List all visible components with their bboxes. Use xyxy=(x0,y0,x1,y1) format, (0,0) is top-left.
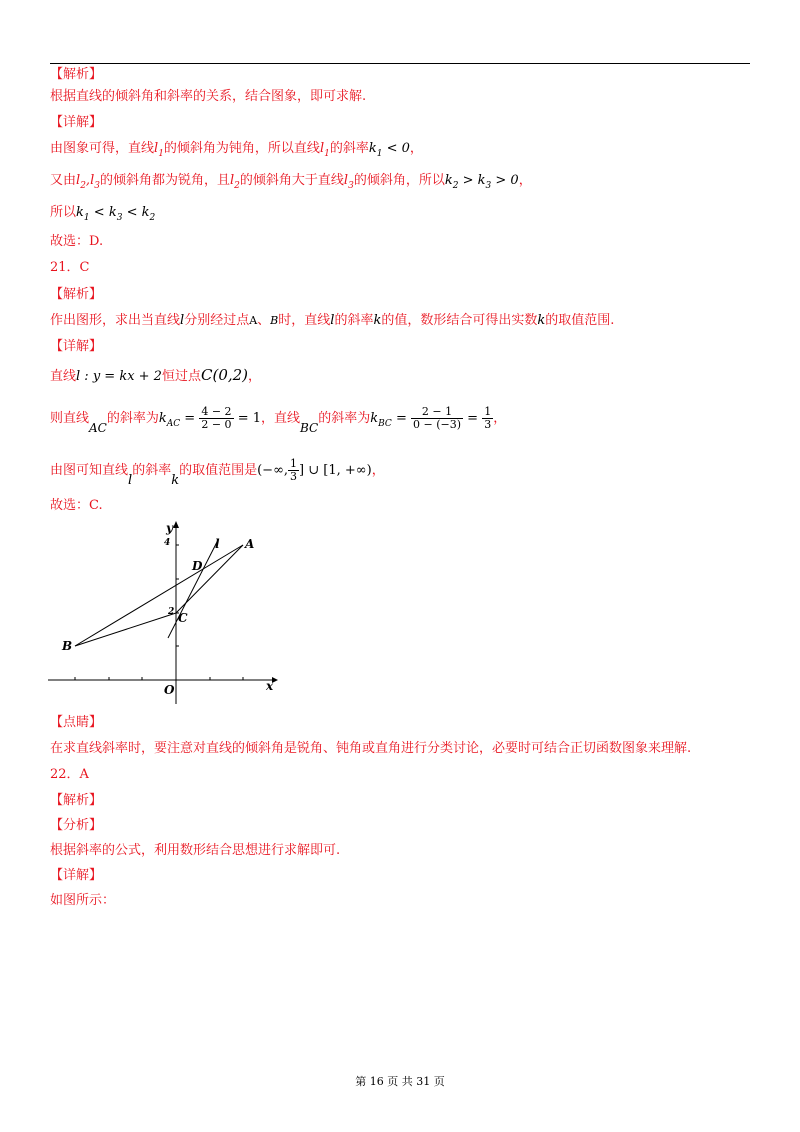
answer-d: 故选：D. xyxy=(50,234,104,249)
question-21-answer: 21．C xyxy=(50,260,90,275)
line-bc xyxy=(75,613,176,646)
label-point-a: A xyxy=(245,537,255,551)
answer-c: 故选：C. xyxy=(50,498,103,513)
section-jiexi-22: 【解析】 xyxy=(50,793,103,808)
label-point-b: B xyxy=(62,639,73,653)
analysis-21-text: 作出图形，求出当直线l分别经过点A、B时，直线l的斜率k的值，数形结合可得出实数k的取值范围. xyxy=(50,313,615,328)
label-tick-2: 2 xyxy=(168,607,175,617)
analysis-22-text: 根据斜率的公式，利用数形结合思想进行求解即可. xyxy=(50,843,341,858)
section-xiangjie-21: 【详解】 xyxy=(50,339,103,354)
analysis-text: 根据直线的倾斜角和斜率的关系，结合图象，即可求解. xyxy=(50,89,367,104)
section-jiexi: 【解析】 xyxy=(50,67,103,82)
section-fenxi-22: 【分析】 xyxy=(50,818,103,833)
dianjing-text: 在求直线斜率时，要注意对直线的倾斜角是锐角、钝角或直角进行分类讨论，必要时可结合正切函数图象来理解. xyxy=(50,741,692,756)
top-rule xyxy=(50,63,750,64)
coordinate-figure xyxy=(46,518,280,708)
label-tick-4: 4 xyxy=(164,538,171,548)
page-footer: 第 16 页 共 31 页 xyxy=(355,1075,445,1088)
detail-21-line-2: 则直线AC的斜率为$k_{AC}$ = $\frac{4 - 2}{2 - 0}$ = 1，直线BC的斜率为$k_{BC}$ = $\frac{2 - 1}{0 - (-3)}$ = $\frac{1}{3}$ ， xyxy=(50,405,507,435)
section-xiangjie-22: 【详解】 xyxy=(50,868,103,883)
line-ab xyxy=(75,545,243,646)
label-point-d: D xyxy=(192,559,203,573)
section-xiangjie: 【详解】 xyxy=(50,115,103,130)
detail-line-3: 所以$k_1 < k_3 < k_2$ xyxy=(50,205,156,223)
detail-line-2: 又由$l_2,l_3$的倾斜角都为锐角，且$l_2$的倾斜角大于直线$l_3$的倾斜角，所以$k_2 > k_3 > 0$， xyxy=(50,173,532,191)
label-origin: O xyxy=(164,683,175,697)
section-dianjing: 【点睛】 xyxy=(50,715,103,730)
label-x: x xyxy=(266,679,274,693)
question-22-answer: 22．A xyxy=(50,767,89,782)
label-line-l: l xyxy=(215,537,220,551)
detail-21-line-1: 直线l : y = kx + 2恒过点C(0,2)， xyxy=(50,366,262,384)
y-axis-arrow xyxy=(173,521,179,528)
section-jiexi-21: 【解析】 xyxy=(50,287,103,302)
label-point-c: C xyxy=(178,611,188,625)
detail-21-line-3: 由图可知直线l的斜率k的取值范围是(−∞, $\frac{1}{3}$ ] ∪ [1, +∞)， xyxy=(50,457,385,488)
detail-line-1: 由图象可得，直线$l_1$的倾斜角为钝角，所以直线$l_1$的斜率$k_1 < 0$， xyxy=(50,141,423,159)
as-shown-text: 如图所示： xyxy=(50,893,116,908)
label-y: y xyxy=(166,521,173,535)
